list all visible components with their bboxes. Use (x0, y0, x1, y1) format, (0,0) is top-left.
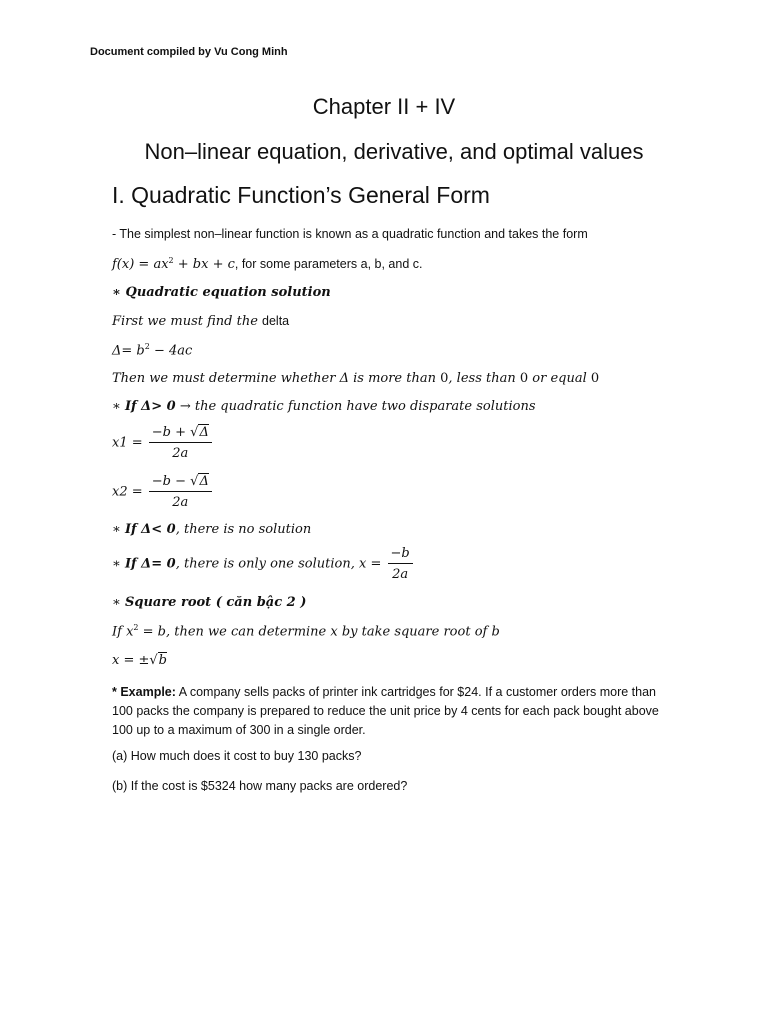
case3-fraction (388, 546, 413, 582)
x1-radicand: Δ (199, 425, 209, 440)
x2-denominator: 2a (172, 495, 189, 510)
sqrt-title: Square root (124, 595, 212, 610)
x1-denominator: 2a (172, 446, 189, 461)
case1-prefix: ∗ (112, 399, 125, 414)
determine-zero-2: 0 (519, 371, 529, 386)
square-root-heading (112, 595, 306, 610)
sqrt-rule-part-1: If x (112, 624, 134, 640)
case3-condition: If Δ= 0 (124, 556, 176, 572)
case2-text: , there is no solution (175, 522, 312, 537)
sqrt-vietnamese: ( căn bậc 2 ) (211, 595, 307, 610)
general-form-line (112, 256, 422, 272)
sqrt-rule-part-2: = b, then we can determine x by take square root of b (138, 624, 500, 640)
x2-numerator-text: −b − √ (151, 474, 199, 489)
sqrt-result-radicand: b (158, 653, 167, 668)
solution-heading: ∗ Quadratic equation solution (112, 285, 331, 300)
intro-text: - The simplest non–linear function is known as a quadratic function and takes the form (112, 227, 588, 241)
question-a: (a) How much does it cost to buy 130 packs? (112, 749, 362, 763)
delta-formula (112, 342, 192, 358)
case3-text: , there is only one solution, x = (175, 556, 382, 572)
find-delta-line (112, 314, 289, 329)
determine-part-2: , less than (448, 371, 520, 386)
x2-formula (112, 474, 214, 510)
chapter-subtitle: Non–linear equation, derivative, and optimal values (144, 139, 644, 164)
determine-zero-1: 0 (440, 371, 449, 386)
general-form-math: f(x) = ax (112, 257, 169, 273)
delta-formula-part-2: − 4ac (149, 343, 193, 359)
general-form-math-2: + bx + c (173, 257, 235, 273)
general-form-text: , for some parameters a, b, and c. (234, 257, 423, 272)
square-root-rule (112, 623, 500, 639)
case2-condition: If Δ< 0 (124, 522, 176, 537)
delta-formula-exponent: 2 (144, 342, 150, 351)
case3-denominator: 2a (392, 567, 409, 582)
case1-condition: If Δ> 0 (124, 399, 176, 414)
x1-fraction (149, 425, 212, 461)
question-b: (b) If the cost is $5324 how many packs are ordered? (112, 779, 408, 793)
determine-part-3: or equal (528, 371, 591, 386)
square-root-result (112, 653, 167, 668)
sqrt-rule-exponent: 2 (133, 623, 139, 632)
x2-fraction (149, 474, 212, 510)
case2-prefix: ∗ (112, 522, 125, 537)
general-form-exponent: 2 (168, 256, 174, 265)
find-delta-text: delta (262, 314, 290, 328)
sqrt-prefix: ∗ (112, 595, 125, 610)
x1-numerator (149, 425, 212, 443)
determine-part-1: Then we must determine whether Δ is more than (112, 371, 441, 386)
x2-lhs: x2 = (112, 484, 143, 500)
section-heading: I. Quadratic Function’s General Form (112, 182, 490, 208)
example-paragraph (112, 683, 672, 740)
x1-formula (112, 425, 214, 461)
chapter-title: Chapter II + IV (312, 94, 456, 119)
sqrt-result-text: x = ±√ (112, 653, 158, 668)
find-delta-math: First we must find the (112, 314, 263, 329)
x1-numerator-text: −b + √ (151, 425, 199, 440)
case-one-solution (112, 546, 415, 582)
determine-line (112, 371, 599, 386)
determine-zero-3: 0 (590, 371, 600, 386)
x2-radicand: Δ (199, 474, 209, 489)
x1-lhs: x1 = (112, 435, 143, 451)
case-no-solution (112, 522, 311, 537)
case1-text: → the quadratic function have two disparate solutions (175, 399, 536, 414)
case-two-solutions (112, 399, 536, 414)
example-text: A company sells packs of printer ink cartridges for $24. If a customer orders more than 100 packs the company is prepared to reduce the unit price by 4 cents for each pack bought above 100 up to a maximum of 300 in a single order. (112, 685, 659, 737)
case3-prefix: ∗ (112, 556, 125, 572)
case3-numerator: −b (388, 546, 413, 564)
x2-numerator (149, 474, 212, 492)
example-label: * Example: (112, 685, 176, 699)
document-header: Document compiled by Vu Cong Minh (90, 46, 288, 58)
delta-formula-part-1: Δ= b (112, 343, 145, 359)
